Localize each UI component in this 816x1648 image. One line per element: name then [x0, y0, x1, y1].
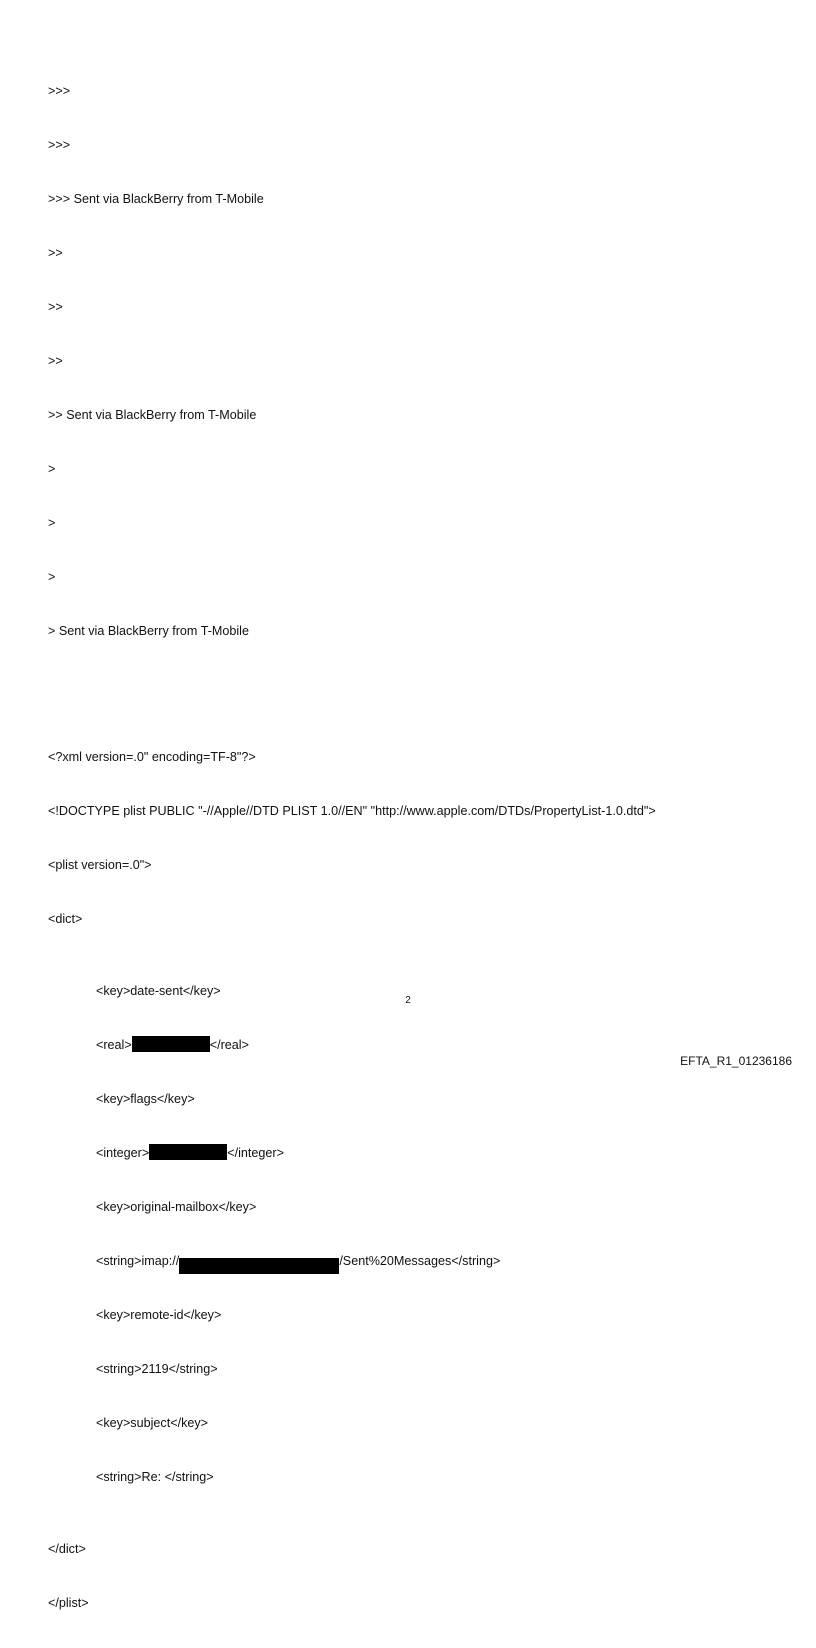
redaction-box	[179, 1258, 339, 1274]
quoted-line: >>	[48, 246, 63, 260]
quoted-line: >>	[48, 354, 63, 368]
quoted-line: >>	[48, 300, 63, 314]
key-remote-id: <key>remote-id</key>	[96, 1308, 222, 1322]
key-date-sent: <key>date-sent</key>	[96, 984, 221, 998]
string-remote-id: <string>2119</string>	[96, 1362, 218, 1376]
redaction-box	[132, 1036, 210, 1052]
key-flags: <key>flags</key>	[96, 1092, 195, 1106]
quoted-line: >> Sent via BlackBerry from T-Mobile	[48, 408, 257, 422]
quoted-line: >>> Sent via BlackBerry from T-Mobile	[48, 192, 264, 206]
string-subject: <string>Re: </string>	[96, 1470, 214, 1484]
email-body	[48, 46, 656, 1648]
redaction-box	[149, 1144, 227, 1160]
bates-number: EFTA_R1_01236186	[680, 1054, 792, 1068]
real-close-tag: </real>	[209, 1038, 249, 1052]
quoted-line: >	[48, 462, 56, 476]
imap-open: <string>imap://	[96, 1254, 180, 1268]
blank-line	[48, 676, 656, 694]
quoted-line: >	[48, 570, 56, 584]
key-subject: <key>subject</key>	[96, 1416, 209, 1430]
real-value-line	[48, 1036, 656, 1054]
xml-declaration: <?xml version=.0" encoding=TF-8"?>	[48, 750, 256, 764]
quoted-line: >>>	[48, 138, 71, 152]
key-original-mailbox: <key>original-mailbox</key>	[96, 1200, 257, 1214]
quoted-line: > Sent via BlackBerry from T-Mobile	[48, 624, 249, 638]
integer-open-tag: <integer>	[96, 1146, 150, 1160]
imap-close: /Sent%20Messages</string>	[339, 1254, 501, 1268]
quoted-line: >>>	[48, 84, 71, 98]
plist-close: </plist>	[48, 1596, 89, 1610]
page-number: 2	[405, 995, 411, 1006]
xml-doctype: <!DOCTYPE plist PUBLIC "-//Apple//DTD PLIST 1.0//EN" "http://www.apple.com/DTDs/PropertyList-1.0.dtd">	[48, 804, 656, 818]
plist-open: <plist version=.0">	[48, 858, 152, 872]
imap-string-line	[48, 1252, 656, 1270]
real-open-tag: <real>	[96, 1038, 132, 1052]
integer-close-tag: </integer>	[227, 1146, 284, 1160]
quoted-line: >	[48, 516, 56, 530]
dict-close: </dict>	[48, 1542, 86, 1556]
integer-value-line	[48, 1144, 656, 1162]
dict-open: <dict>	[48, 912, 83, 926]
